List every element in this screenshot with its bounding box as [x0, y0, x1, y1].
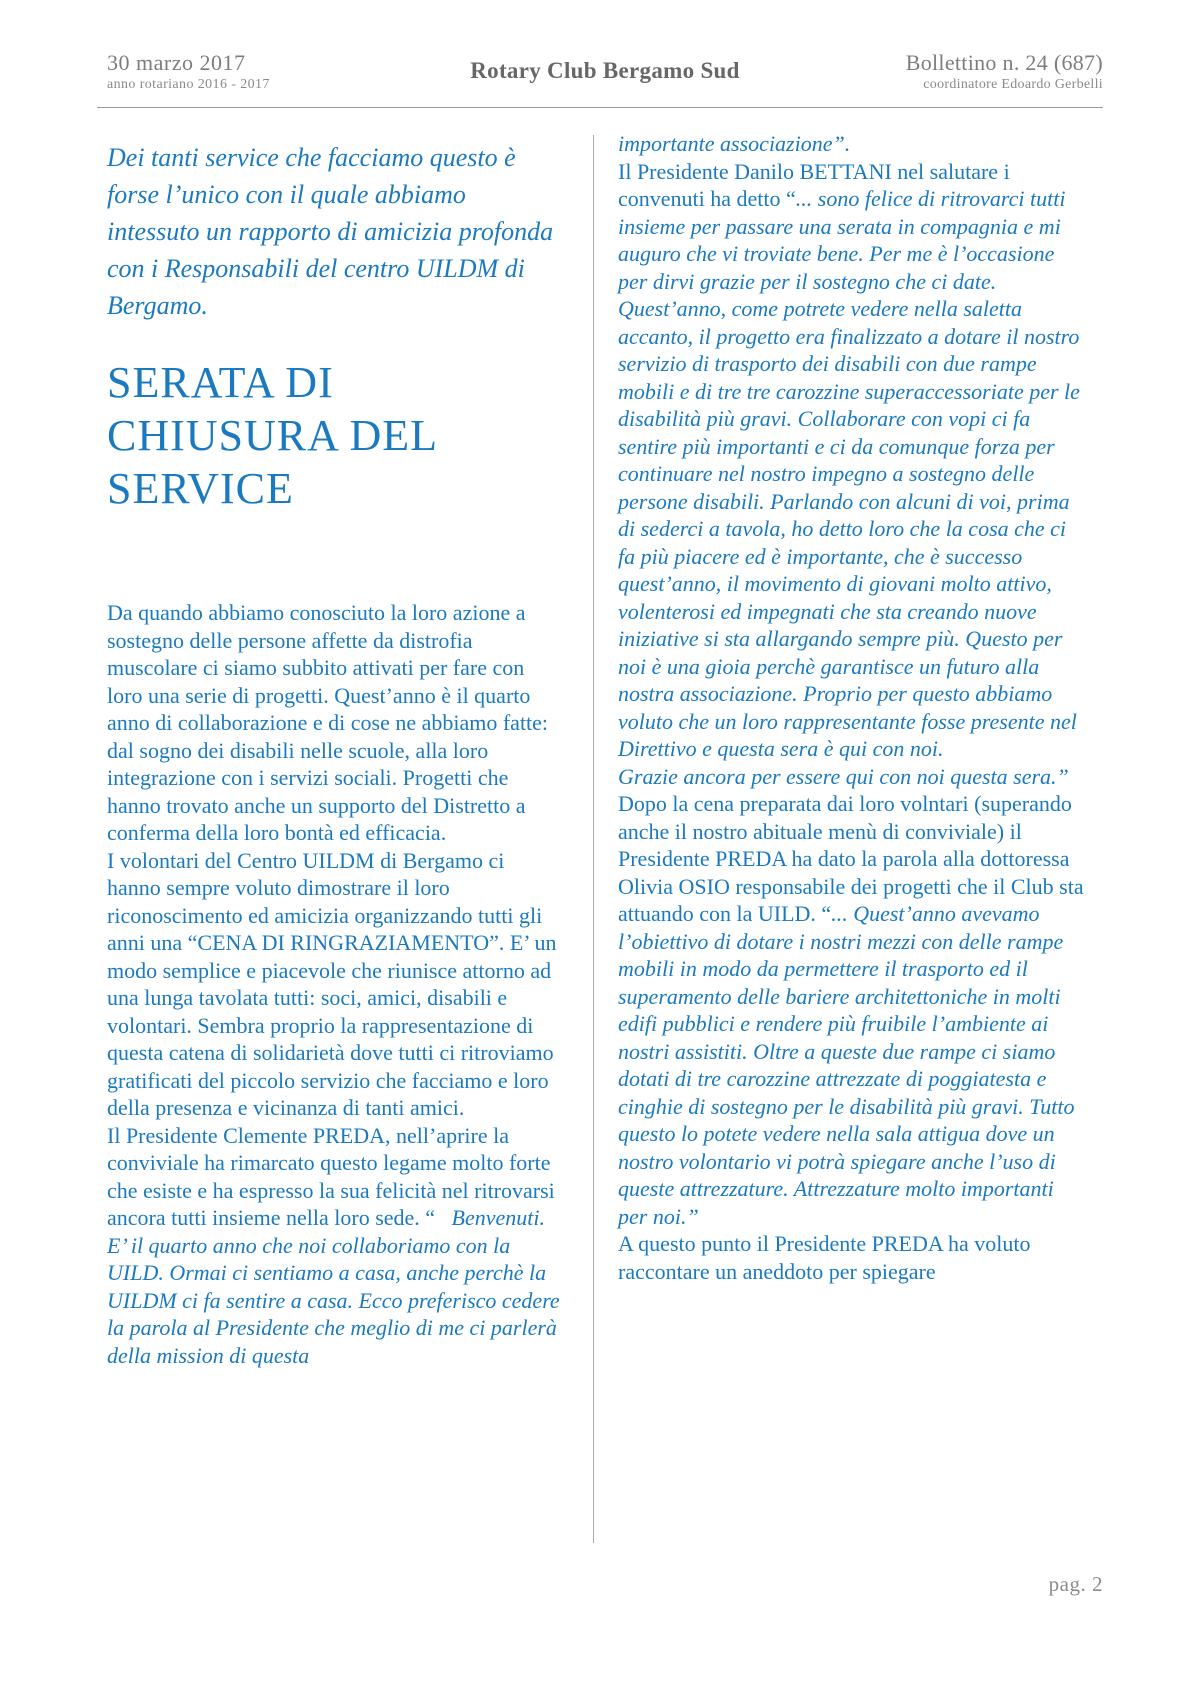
header-rule [97, 107, 1103, 108]
body-text: Dopo la cena preparata dai loro volntari (superando anche il nostro abituale menù di conviviale) il Presidente PREDA ha dato la parola alla dottoressa Olivia OSIO responsabile dei progetti che il Club sta attuando con la UILD. “ [618, 791, 1090, 926]
paragraph [618, 1230, 1086, 1285]
page-header [107, 50, 1103, 108]
right-column [618, 130, 1090, 1285]
quote-text: Benvenuti. E’ il quarto anno che noi collaboriamo con la UILD. Ormai ci sentiamo a casa, anche perchè la UILDM ci fa sentire a casa. Ecco preferisco cedere la parola al Presidente che meglio di me ci parlerà della mission di questa [107, 1205, 566, 1368]
body-text: A questo punto il Presidente PREDA ha voluto raccontare un aneddoto per spiegare [618, 1231, 1036, 1284]
coordinator-name: coordinatore Edoardo Gerbelli [923, 77, 1103, 92]
page-number: pag. 2 [1048, 1572, 1103, 1596]
quote-text: Grazie ancora per essere qui con noi questa sera.” [618, 763, 1069, 789]
club-title: Rotary Club Bergamo Sud [470, 58, 740, 83]
quote-text: ... sono felice di ritrovarci tutti insieme per passare una serata in compagnia e mi auguro che vi troviate bene. Per me è l’occasione per dirvi grazie per il sostegno che ci date. Quest’anno, come potrete vedere nella saletta accanto, il progetto era finalizzato a dotare il nostro servizio di trasporto dei disabili con due rampe mobili e di tre tre carozzine superaccessoriate per le disabilità più gravi. Collaborare con vopi ci fa sentire più importanti e ci da comunque forza per continuare nel nostro impegno a sostegno delle persone disabili. Parlando con alcuni di voi, prima di sederci a tavola, ho detto loro che la cosa che ci fa più piacere ed è importante, che è successo quest’anno, il movimento di giovani molto attivo, volenterosi ed impegnati che sta creando nuove iniziative si sta allargando sempre più. Questo per noi è una gioia perchè garantisce un futuro alla nostra associazione. Proprio per questo abbiamo voluto che un loro rappresentante fosse presente nel Direttivo e questa sera è qui con noi. [618, 186, 1086, 761]
left-column [107, 133, 566, 1369]
body-text: I volontari del Centro UILDM di Bergamo ci hanno sempre voluto dimostrare il loro riconoscimento ed amicizia organizzando tutti gli anni una “CENA DI RINGRAZIAMENTO”. E’ un modo semplice e piacevole che riunisce attorno ad una lunga tavolata tutti: soci, amici, disabili e volontari. Sembra proprio la rappresentazione di questa catena di solidarietà dove tutti ci ritroviamo gratificati del piccolo servizio che facciamo e loro della presenza e vicinanza di tanti amici. [107, 847, 562, 1120]
paragraph [618, 130, 1086, 158]
body-text: Il Presidente Clemente PREDA, nell’aprire la conviviale ha rimarcato questo legame molto forte che esiste e ha espresso la sua felicità nel ritrovarsi ancora tutti insieme nella loro sede. “ [107, 1122, 561, 1230]
header-date: 30 marzo 2017 [107, 50, 246, 75]
quote-text: importante associazione”. [618, 131, 851, 156]
bulletin-number: Bollettino n. 24 (687) [905, 50, 1103, 75]
paragraph [618, 763, 1086, 791]
paragraph [618, 158, 1086, 763]
intro-paragraph: Dei tanti service che facciamo questo è forse l’unico con il quale abbiamo intessuto un rapporto di amicizia profonda con i Responsabili del centro UILDM di Bergamo. [107, 143, 554, 320]
paragraph [107, 1122, 566, 1370]
header-rotary-year: anno rotariano 2016 - 2017 [107, 77, 270, 92]
paragraph [618, 790, 1090, 1230]
column-divider [593, 135, 594, 1543]
page-footer [107, 1572, 1103, 1597]
body-text: Il Presidente Danilo BETTANI nel salutare i convenuti ha detto “ [618, 158, 1016, 211]
body-text: Da quando abbiamo conosciuto la loro azione a sostegno delle persone affette da distrofia muscolare ci siamo subbito attivati per fare con loro una serie di progetti. Quest’anno è il quarto anno di collaborazione e di cose ne abbiamo fatte: dal sogno dei disabili nelle scuole, alla loro integrazione con i servizi sociali. Progetti che hanno trovato anche un supporto del Distretto a conferma della loro bontà ed efficacia. [107, 600, 554, 845]
paragraph [107, 599, 562, 847]
quote-text: ... Quest’anno avevamo l’obiettivo di dotare i nostri mezzi con delle rampe mobili in modo da permettere il trasporto ed il superamento delle bariere architettoniche in molti edifi pubblici e rendere più fruibile l’ambiente ai nostri assistiti. Oltre a queste due rampe ci siamo dotati di tre carozzine attrezzate di poggiatesta e cinghie di sostegno per le disabilità più gravi. Tutto questo lo potete vedere nella sala attigua dove un nostro volontario vi potrà spiegare anche l’uso di queste attrezzature. Attrezzature molto importanti per noi.” [618, 901, 1080, 1229]
article-heading: SERATA DI CHIUSURA DEL SERVICE [107, 358, 437, 513]
paragraph [107, 847, 562, 1122]
left-column-body [107, 599, 566, 1369]
header-right-block [906, 50, 1103, 94]
